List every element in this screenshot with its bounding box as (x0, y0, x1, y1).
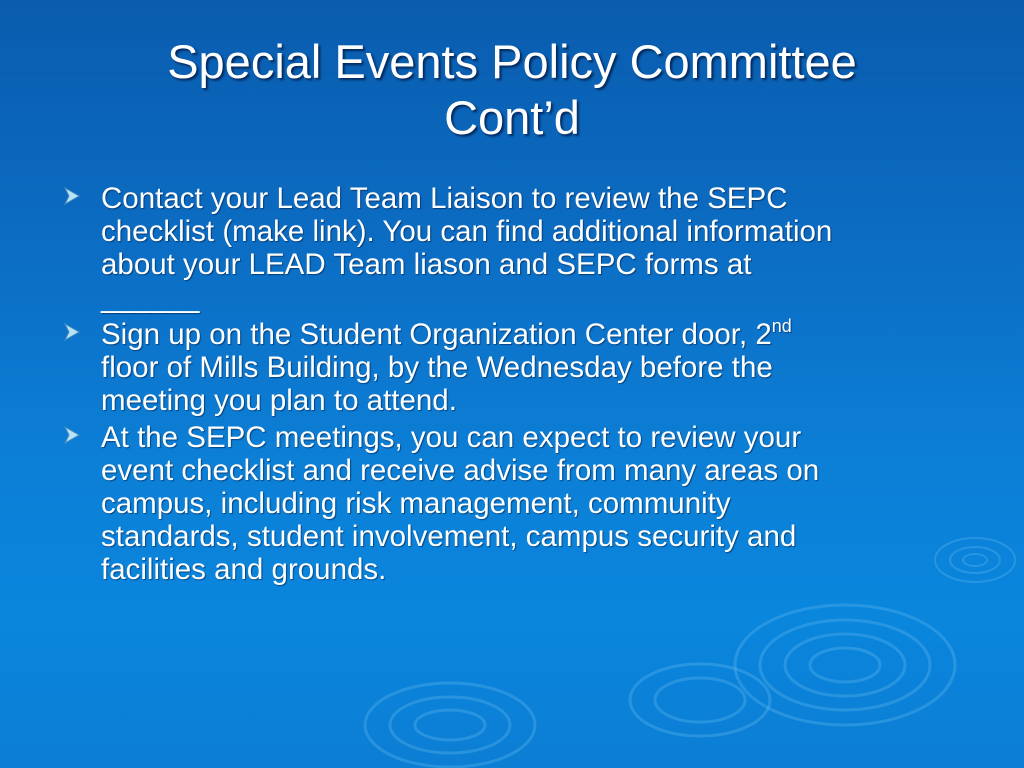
bullet-2-line-2: floor of Mills Building, by the Wednesday before the (101, 351, 773, 384)
slide-title (40, 34, 984, 146)
bullet-3-line-1: At the SEPC meetings, you can expect to review your (101, 421, 802, 454)
bullet-2-line-1 (101, 318, 970, 351)
bullet-1-line-3: about your LEAD Team liason and SEPC forms at (101, 248, 752, 281)
bullet-list (60, 182, 970, 590)
arrowhead-bullet-icon (60, 423, 84, 447)
bullet-1-line-1: Contact your Lead Team Liaison to review the SEPC (101, 182, 788, 215)
bullet-item-sepc-meetings (60, 421, 970, 586)
bullet-3-line-2: event checklist and receive advise from many areas on (101, 454, 820, 487)
bullet-1-line-2: checklist (make link). You can find additional information (101, 215, 833, 248)
bullet-3-line-5: facilities and grounds. (101, 553, 387, 586)
bullet-item-lead-team-liaison (60, 182, 970, 314)
bullet-2-line-3: meeting you plan to attend. (101, 384, 457, 417)
bullet-2-line-1-text: Sign up on the Student Organization Center door, 2 (101, 318, 772, 351)
bullet-3-line-3: campus, including risk management, community (101, 487, 731, 520)
arrowhead-bullet-icon (60, 320, 84, 344)
slide-title-line-1: Special Events Policy Committee (167, 35, 857, 88)
bullet-3-line-4: standards, student involvement, campus security and (101, 520, 797, 553)
slide-title-line-2: Cont’d (444, 91, 580, 144)
arrowhead-bullet-icon (60, 184, 84, 208)
bullet-item-sign-up (60, 318, 970, 417)
bullet-1-line-4: ______ (101, 281, 200, 314)
ordinal-superscript: nd (771, 316, 792, 336)
